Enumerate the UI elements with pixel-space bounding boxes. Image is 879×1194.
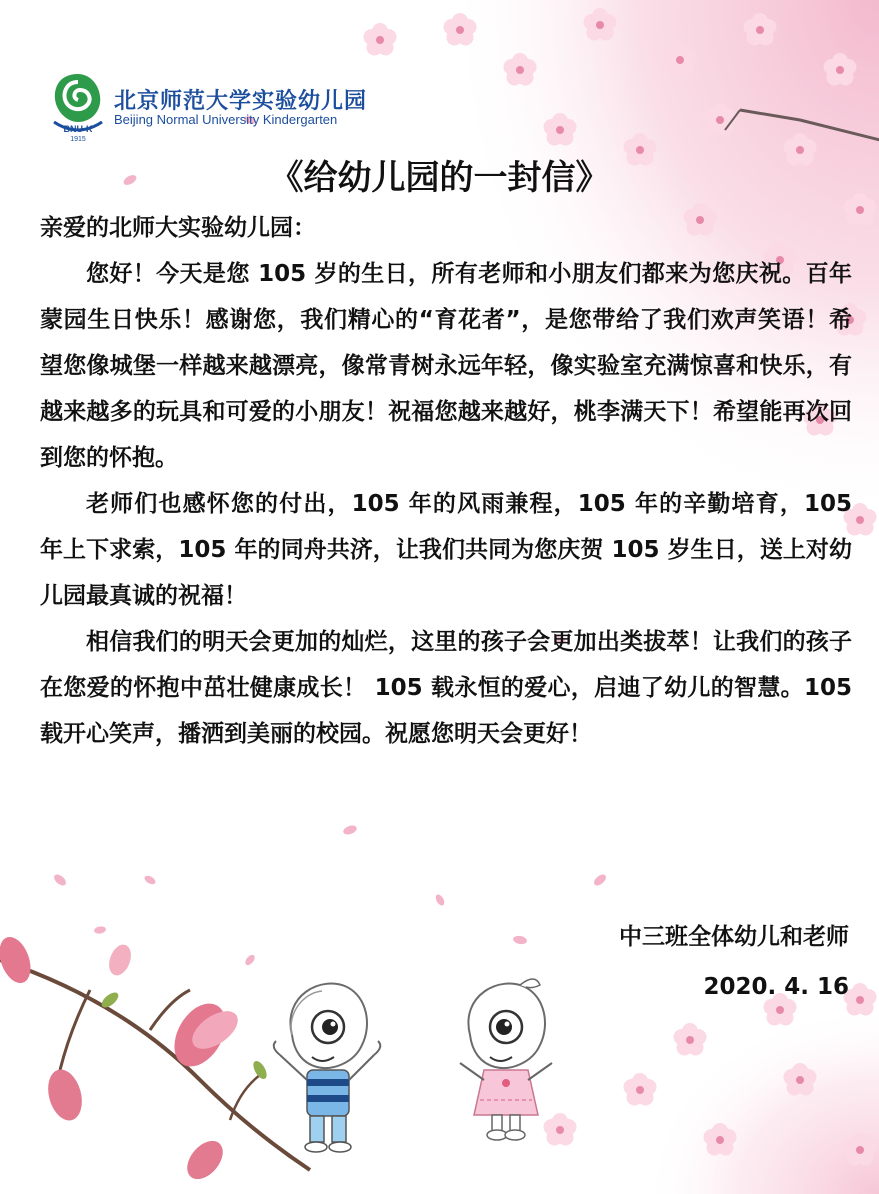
signature-date: 2020. 4. 16 [703,974,849,1000]
letter-paragraph-1: 您好！今天是您 105 岁的生日，所有老师和小朋友们都来为您庆祝。百年蒙园生日快乐！感谢您，我们精心的“育花者”，是您带给了我们欢声笑语！希望您像城堡一样越来越漂亮，像常青树永远年轻，像实验室充满惊喜和快乐，有越来越多的玩具和可爱的小朋友！祝福您越来越好，桃李满天下！希望能再次回到您的怀抱。 [40,261,852,471]
signature-from: 中三班全体幼儿和老师 [619,924,849,950]
letter-title: 《给幼儿园的一封信》 [269,158,610,198]
letter-paragraph-2: 老师们也感怀您的付出，105 年的风雨兼程，105 年的辛勤培育，105 年上下求索，105 年的同舟共济，让我们共同为您庆贺 105 岁生日，送上对幼儿园最真诚的祝福！ [40,491,852,609]
svg-text:BNU-K: BNU-K [63,124,93,134]
letter-paragraph-3: 相信我们的明天会更加的灿烂，这里的孩子会更加出类拔萃！让我们的孩子在您爱的怀抱中茁壮健康成长！ 105 载永恒的爱心，启迪了幼儿的智慧。105 载开心笑声，播洒到美丽的校园。祝愿您明天会更好！ [40,629,852,747]
letter-body [40,205,852,757]
mascot-boy-illustration [262,975,392,1160]
logo-name-english: Beijing Normal University Kindergarten [114,112,338,127]
kindergarten-logo [48,68,368,148]
letter-signature [619,912,849,1012]
mascot-girl-illustration [440,975,570,1145]
kindergarten-emblem-icon [48,68,108,144]
letter-greeting: 亲爱的北师大实验幼儿园： [40,215,316,241]
logo-name-chinese: 北京师范大学实验幼儿园 [114,88,368,114]
svg-text:1915: 1915 [70,136,86,143]
